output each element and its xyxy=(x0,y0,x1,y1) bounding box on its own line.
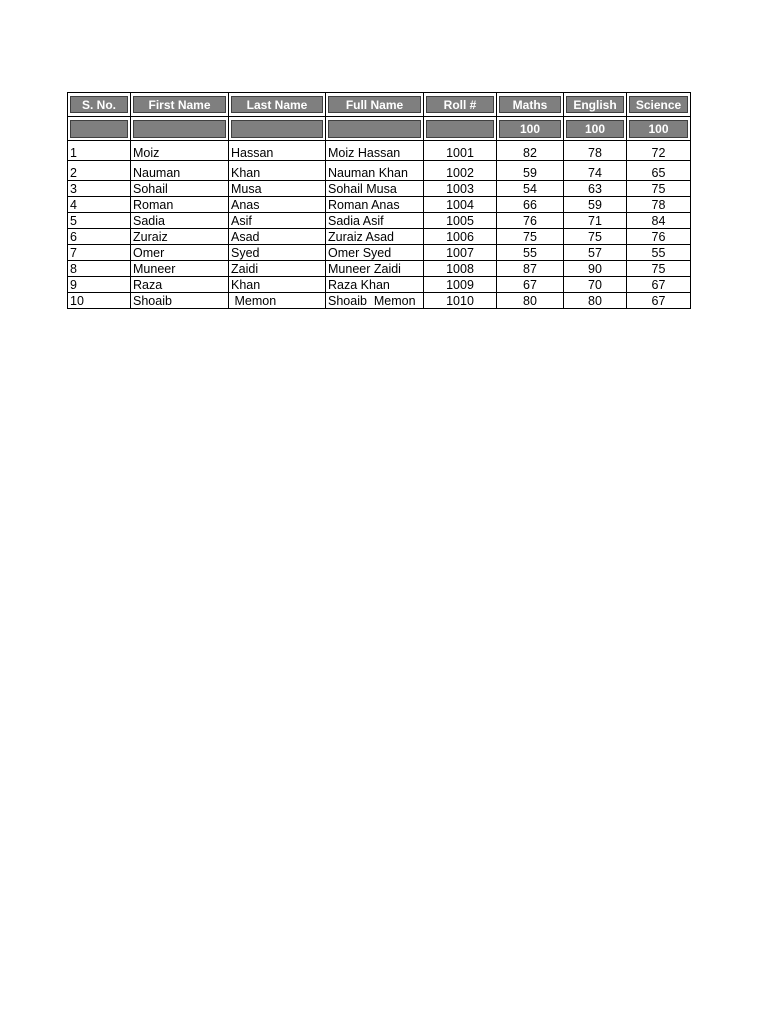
header-maths: Maths xyxy=(499,96,561,113)
cell-first-name[interactable]: Raza xyxy=(131,277,229,293)
cell-sno[interactable]: 1 xyxy=(68,141,131,161)
cell-science[interactable]: 75 xyxy=(627,181,691,197)
cell-english[interactable]: 71 xyxy=(564,213,627,229)
cell-science[interactable]: 67 xyxy=(627,293,691,309)
cell-last-name[interactable]: Hassan xyxy=(229,141,326,161)
cell-maths[interactable]: 76 xyxy=(497,213,564,229)
cell-full-name[interactable]: Omer Syed xyxy=(326,245,424,261)
cell-first-name[interactable]: Sadia xyxy=(131,213,229,229)
header-cell[interactable] xyxy=(424,93,497,117)
cell-roll[interactable]: 1005 xyxy=(424,213,497,229)
header-cell[interactable] xyxy=(627,93,691,117)
cell-english[interactable]: 70 xyxy=(564,277,627,293)
table-row xyxy=(68,229,691,245)
cell-last-name[interactable]: Khan xyxy=(229,161,326,181)
cell-science[interactable]: 72 xyxy=(627,141,691,161)
cell-full-name[interactable]: Sadia Asif xyxy=(326,213,424,229)
cell-roll[interactable]: 1003 xyxy=(424,181,497,197)
header-cell[interactable] xyxy=(229,93,326,117)
table-row xyxy=(68,161,691,181)
header-cell[interactable] xyxy=(131,93,229,117)
cell-last-name[interactable]: Asif xyxy=(229,213,326,229)
cell-science[interactable]: 84 xyxy=(627,213,691,229)
cell-science[interactable]: 55 xyxy=(627,245,691,261)
cell-last-name[interactable]: Anas xyxy=(229,197,326,213)
cell-sno[interactable]: 4 xyxy=(68,197,131,213)
cell-english[interactable]: 75 xyxy=(564,229,627,245)
cell-science[interactable]: 76 xyxy=(627,229,691,245)
cell-english[interactable]: 80 xyxy=(564,293,627,309)
header-cell[interactable] xyxy=(326,93,424,117)
max-cell[interactable] xyxy=(131,117,229,141)
cell-first-name[interactable]: Zuraiz xyxy=(131,229,229,245)
cell-full-name[interactable]: Muneer Zaidi xyxy=(326,261,424,277)
cell-full-name[interactable]: Shoaib Memon xyxy=(326,293,424,309)
cell-sno[interactable]: 6 xyxy=(68,229,131,245)
cell-english[interactable]: 90 xyxy=(564,261,627,277)
cell-first-name[interactable]: Roman xyxy=(131,197,229,213)
cell-full-name[interactable]: Roman Anas xyxy=(326,197,424,213)
cell-maths[interactable]: 67 xyxy=(497,277,564,293)
max-sno xyxy=(70,120,128,138)
table-row xyxy=(68,245,691,261)
cell-english[interactable]: 59 xyxy=(564,197,627,213)
cell-full-name[interactable]: Sohail Musa xyxy=(326,181,424,197)
max-cell[interactable] xyxy=(326,117,424,141)
cell-first-name[interactable]: Moiz xyxy=(131,141,229,161)
cell-full-name[interactable]: Zuraiz Asad xyxy=(326,229,424,245)
cell-first-name[interactable]: Muneer xyxy=(131,261,229,277)
max-roll xyxy=(426,120,494,138)
cell-roll[interactable]: 1006 xyxy=(424,229,497,245)
cell-maths[interactable]: 54 xyxy=(497,181,564,197)
cell-roll[interactable]: 1004 xyxy=(424,197,497,213)
cell-last-name[interactable]: Khan xyxy=(229,277,326,293)
table-row xyxy=(68,277,691,293)
cell-science[interactable]: 78 xyxy=(627,197,691,213)
max-full-name xyxy=(328,120,421,138)
cell-full-name[interactable]: Moiz Hassan xyxy=(326,141,424,161)
header-first-name: First Name xyxy=(133,96,226,113)
cell-sno[interactable]: 3 xyxy=(68,181,131,197)
cell-maths[interactable]: 80 xyxy=(497,293,564,309)
header-science: Science xyxy=(629,96,688,113)
cell-first-name[interactable]: Sohail xyxy=(131,181,229,197)
max-science: 100 xyxy=(629,120,688,138)
cell-sno[interactable]: 7 xyxy=(68,245,131,261)
max-cell[interactable] xyxy=(68,117,131,141)
cell-full-name[interactable]: Nauman Khan xyxy=(326,161,424,181)
cell-first-name[interactable]: Nauman xyxy=(131,161,229,181)
cell-english[interactable]: 57 xyxy=(564,245,627,261)
cell-maths[interactable]: 66 xyxy=(497,197,564,213)
table-row xyxy=(68,141,691,161)
cell-science[interactable]: 75 xyxy=(627,261,691,277)
cell-roll[interactable]: 1007 xyxy=(424,245,497,261)
table-row xyxy=(68,293,691,309)
cell-sno[interactable]: 10 xyxy=(68,293,131,309)
cell-english[interactable]: 78 xyxy=(564,141,627,161)
max-cell[interactable] xyxy=(424,117,497,141)
table-row xyxy=(68,197,691,213)
cell-last-name[interactable]: Musa xyxy=(229,181,326,197)
max-cell[interactable] xyxy=(229,117,326,141)
cell-sno[interactable]: 2 xyxy=(68,161,131,181)
cell-first-name[interactable]: Shoaib xyxy=(131,293,229,309)
cell-full-name[interactable]: Raza Khan xyxy=(326,277,424,293)
header-row xyxy=(68,93,691,117)
cell-english[interactable]: 74 xyxy=(564,161,627,181)
cell-first-name[interactable]: Omer xyxy=(131,245,229,261)
max-maths: 100 xyxy=(499,120,561,138)
cell-science[interactable]: 67 xyxy=(627,277,691,293)
max-first-name xyxy=(133,120,226,138)
header-sno: S. No. xyxy=(70,96,128,113)
max-english: 100 xyxy=(566,120,624,138)
cell-sno[interactable]: 9 xyxy=(68,277,131,293)
max-cell[interactable] xyxy=(564,117,627,141)
cell-science[interactable]: 65 xyxy=(627,161,691,181)
cell-sno[interactable]: 5 xyxy=(68,213,131,229)
max-last-name xyxy=(231,120,323,138)
cell-last-name[interactable]: Asad xyxy=(229,229,326,245)
max-cell[interactable] xyxy=(627,117,691,141)
cell-last-name[interactable]: Memon xyxy=(229,293,326,309)
spreadsheet-page xyxy=(67,92,690,309)
header-cell[interactable] xyxy=(68,93,131,117)
cell-roll[interactable]: 1002 xyxy=(424,161,497,181)
cell-english[interactable]: 63 xyxy=(564,181,627,197)
table-row xyxy=(68,213,691,229)
cell-maths[interactable]: 82 xyxy=(497,141,564,161)
header-full-name: Full Name xyxy=(328,96,421,113)
max-cell[interactable] xyxy=(497,117,564,141)
cell-last-name[interactable]: Syed xyxy=(229,245,326,261)
cell-maths[interactable]: 55 xyxy=(497,245,564,261)
header-cell[interactable] xyxy=(497,93,564,117)
header-last-name: Last Name xyxy=(231,96,323,113)
cell-maths[interactable]: 59 xyxy=(497,161,564,181)
header-roll: Roll # xyxy=(426,96,494,113)
table-row xyxy=(68,261,691,277)
cell-roll[interactable]: 1001 xyxy=(424,141,497,161)
header-english: English xyxy=(566,96,624,113)
cell-maths[interactable]: 87 xyxy=(497,261,564,277)
cell-roll[interactable]: 1009 xyxy=(424,277,497,293)
cell-last-name[interactable]: Zaidi xyxy=(229,261,326,277)
cell-maths[interactable]: 75 xyxy=(497,229,564,245)
student-marks-table xyxy=(67,92,691,309)
cell-roll[interactable]: 1008 xyxy=(424,261,497,277)
max-marks-row xyxy=(68,117,691,141)
table-row xyxy=(68,181,691,197)
header-cell[interactable] xyxy=(564,93,627,117)
cell-roll[interactable]: 1010 xyxy=(424,293,497,309)
cell-sno[interactable]: 8 xyxy=(68,261,131,277)
